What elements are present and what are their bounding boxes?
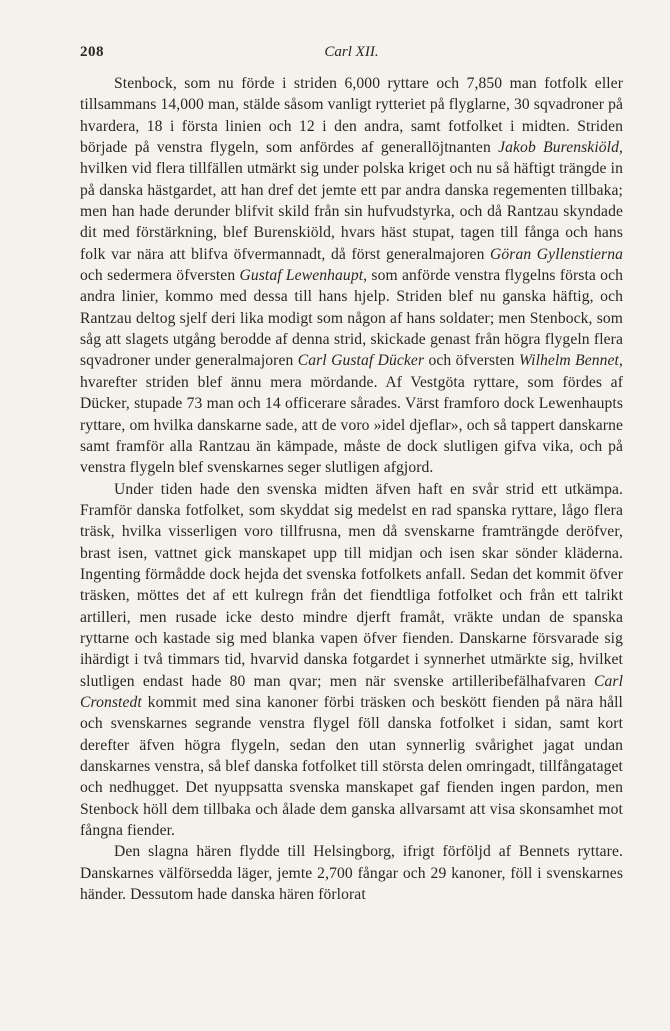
running-title: Carl XII. bbox=[324, 44, 379, 60]
italic-name: Wilhelm Bennet bbox=[518, 352, 619, 370]
text-run: , hvarefter striden blef ännu mera mördande. Af Vestgöta ryttare, som fördes af Dücker, stupade 73 man och 14 officerare sårades. Värst framforo dock Lewenhaupts ryttare, om hvilka danskarne sade, att de voro »idel djeflar», och så tappert danskarne samt framför alla Rantzau än kämpade, måste de dock slutligen gifva vika, och på venstra flygeln blef svenskarnes seger slutligen afgjord. bbox=[80, 352, 623, 477]
text-run: kommit med sina kanoner förbi träsken och beskött fienden på nära håll och svenskarnes segrande venstra flygel föll danska fotfolket i sidan, samt kort derefter äfven högra flygeln, sedan den utan synnerlig svårighet jagat undan danskarnes venstra, så blef danska fotfolket till största delen omringadt, tillfångataget och nedhugget. Det nyuppsatta svenska manskapet gaf fienden ingen pardon, men Stenbock höll dem tillbaka och ålade dem ganska allvarsamt att visa skonsamhet mot fångna fiender. bbox=[80, 693, 623, 840]
text-run: , hvilken vid flera tillfällen utmärkt sig under polska kriget och nu så häftigt trängde in på danska hästgardet, att han dref det jemte ett par andra danska regementen tillbaka; men han hade derunder blifvit skild från sin hufvudstyrka, och då Rantzau skyndade dit med förstärkning, blef Burenskiöld, hvars häst stupat, tagen till fånga och hans folk var nära att blifva öfvermannadt, då först generalmajoren bbox=[80, 139, 623, 263]
page-number: 208 bbox=[80, 44, 104, 60]
text-run: Under tiden hade den svenska midten äfven haft en svår strid ett utkämpa. Framför danska fotfolket, som skyddat sig medelst en rad spanska ryttare, lågo flera träsk, hvilka visserligen voro tillfrusna, men då svenskarne framträngde deröfver, brast isen, vattnet gick manskapet upp till midjan och isen skar sönder kläderna. Ingenting förmådde dock hejda det svenska fotfolkets anfall. Sedan det kommit öfver träsken, möttes det af ett kulregn från det fiendtliga fotfolket och från ett talrikt artilleri, men rusade icke desto mindre djerft framåt, vräkte undan de spanska ryttarne och kastade sig med blanka vapen öfver fienden. Danskarne försvarade sig ihärdigt i två timmars tid, hvarvid danska fotgardet i synnerhet utmärkte sig, hvilket slutligen endast hade 80 man qvar; men när svenske artilleribefälhafvaren bbox=[80, 480, 623, 690]
italic-name: Carl Cronstedt bbox=[80, 672, 623, 711]
paragraph bbox=[80, 73, 623, 479]
text-run: , som anförde venstra flygelns första och andra linier, kommo med dessa till hans hjelp. Striden blef nu ganska häftig, och Rantzau deltog sjelf deri lika modigt som någon af hans soldater; men Stenbock, som såg att slagets utgång berodde af denna strid, skickade genast från högra flygeln flera sqvadroner under generalmajoren bbox=[80, 267, 623, 370]
italic-name: Jakob Burenskiöld bbox=[498, 139, 619, 157]
text-run: Stenbock, som nu förde i striden 6,000 ryttare och 7,850 man fotfolk eller tillsammans 14,000 man, stälde såsom vanligt rytteriet på flyglarne, 30 sqvadroner på hvardera, 18 i första linien och 12 i den andra, samt fotfolket i midten. Striden började på venstra flygeln, som anfördes af generallöjtnanten bbox=[80, 75, 623, 157]
text-run: och öfversten bbox=[424, 352, 519, 370]
page-header bbox=[80, 41, 623, 63]
paragraph bbox=[80, 841, 623, 905]
italic-name: Carl Gustaf Dücker bbox=[297, 352, 425, 370]
body-text bbox=[80, 73, 623, 905]
italic-name: Gustaf Lewenhaupt bbox=[239, 267, 364, 285]
paragraph bbox=[80, 479, 623, 842]
text-run: Den slagna hären flydde till Helsingborg, ifrigt förföljd af Bennets ryttare. Danskarnes välförsedda läger, jemte 2,700 fångar och 29 kanoner, föll i svenskarnes händer. Dessutom hade danska hären förlorat bbox=[80, 843, 623, 904]
text-run: och sedermera öfversten bbox=[80, 267, 240, 285]
italic-name: Göran Gyllenstierna bbox=[490, 245, 623, 263]
